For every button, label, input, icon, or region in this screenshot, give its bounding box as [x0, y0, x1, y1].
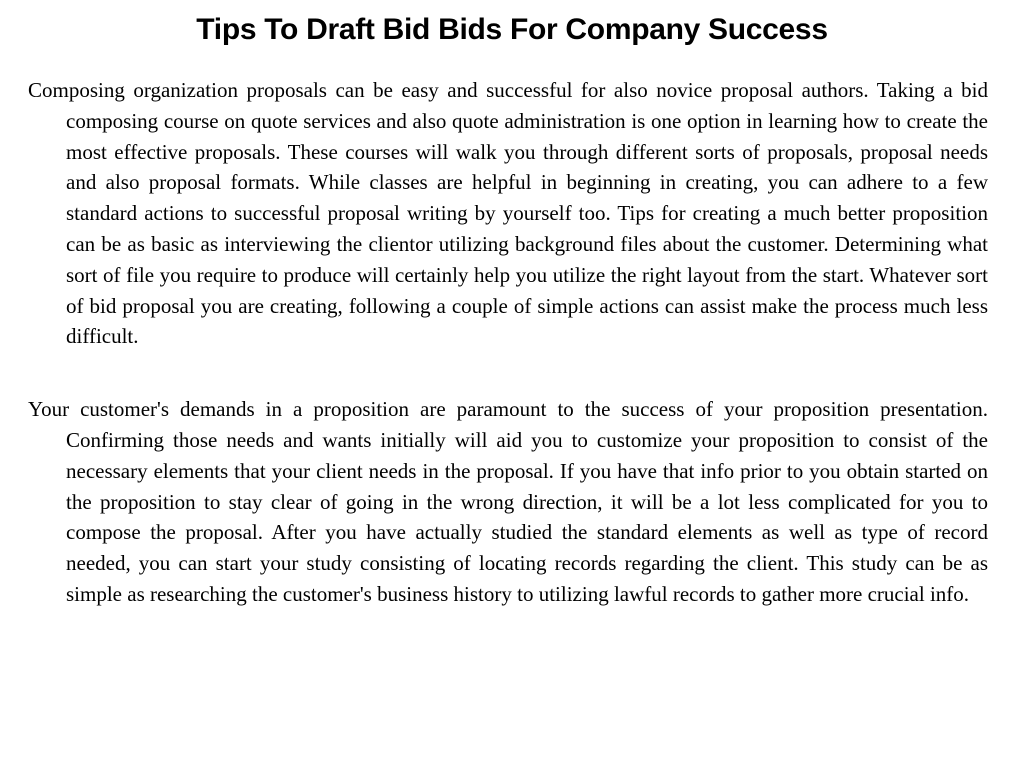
paragraph-1: Composing organization proposals can be easy and successful for also novice proposal authors. Taking a bid composing course on quote services and also quote administration is one option in learning how to create the most effective proposals. These courses will walk you through different sorts of proposals, proposal needs and also proposal formats. While classes are helpful in beginning in creating, you can adhere to a few standard actions to successful proposal writing by yourself too. Tips for creating a much better proposition can be as basic as interviewing the clientor utilizing background files about the customer. Determining what sort of file you require to produce will certainly help you utilize the right layout from the start. Whatever sort of bid proposal you are creating, following a couple of simple actions can assist make the process much less difficult. [28, 78, 988, 349]
slide-title: Tips To Draft Bid Bids For Company Success [196, 13, 828, 46]
slide-body [28, 75, 988, 652]
paragraph-2: Your customer's demands in a proposition are paramount to the success of your proposition presentation. Confirming those needs and wants initially will aid you to customize your proposition to consist of the necessary elements that your client needs in the proposal. If you have that info prior to you obtain started on the proposition to stay clear of going in the wrong direction, it will be a lot less complicated for you to compose the proposal. After you have actually studied the standard elements as well as type of record needed, you can start your study consisting of locating records regarding the client. This study can be as simple as researching the customer's business history to utilizing lawful records to gather more crucial info. [28, 397, 988, 606]
